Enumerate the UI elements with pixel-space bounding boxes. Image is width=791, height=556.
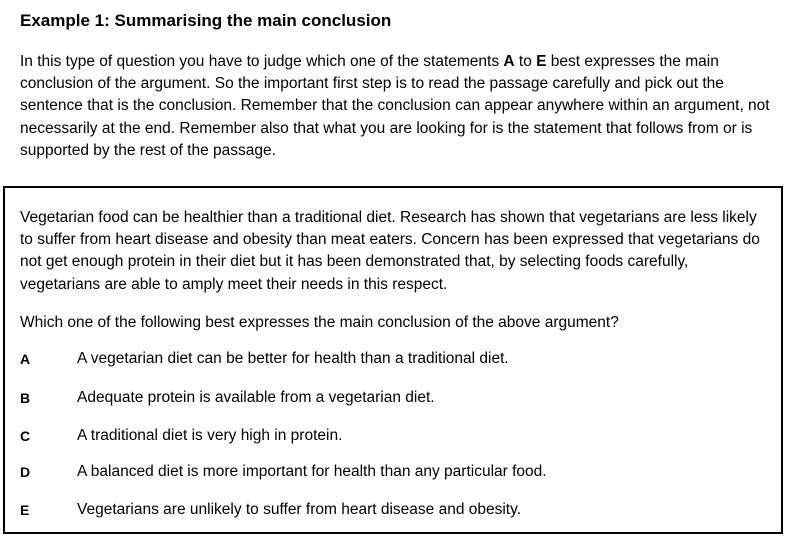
- option-letter: E: [20, 502, 30, 518]
- option-letter: A: [20, 351, 31, 367]
- option-text: Adequate protein is available from a vegetarian diet.: [77, 389, 435, 406]
- page-title: Example 1: Summarising the main conclusion: [20, 11, 392, 30]
- intro-text-3: best expresses the main conclusion of the argument. So the important first step is to read the passage carefully and pick out the sentence that is the conclusion. Remember that the conclusion can appear anywhere within an argument, not necessarily at the end. Remember also that what you are looking for is the statement that follows from or is supported by the rest of the passage.: [20, 53, 770, 159]
- intro-paragraph: [20, 51, 770, 162]
- intro-text-1: In this type of question you have to judge which one of the statements: [20, 53, 504, 70]
- option-letter: B: [20, 390, 31, 406]
- intro-text-2: to: [514, 53, 537, 70]
- question-stem: Which one of the following best expresses the main conclusion of the above argument?: [20, 314, 619, 331]
- option-text: A traditional diet is very high in protein.: [77, 427, 343, 444]
- argument-passage: Vegetarian food can be healthier than a traditional diet. Research has shown that vegetarians are less likely to suffer from heart disease and obesity than meat eaters. Concern has been expressed that vegetarians do not get enough protein in their diet but it has been demonstrated that, by selecting foods carefully, vegetarians are able to amply meet their needs in this respect.: [20, 209, 760, 293]
- question-box: [3, 186, 783, 534]
- option-letter: C: [20, 428, 31, 444]
- intro-letter-e: E: [536, 53, 547, 70]
- option-text: Vegetarians are unlikely to suffer from heart disease and obesity.: [77, 501, 522, 518]
- option-text: A balanced diet is more important for health than any particular food.: [77, 463, 547, 480]
- option-text: A vegetarian diet can be better for health than a traditional diet.: [77, 350, 509, 367]
- intro-letter-a: A: [503, 53, 515, 70]
- option-letter: D: [20, 464, 31, 480]
